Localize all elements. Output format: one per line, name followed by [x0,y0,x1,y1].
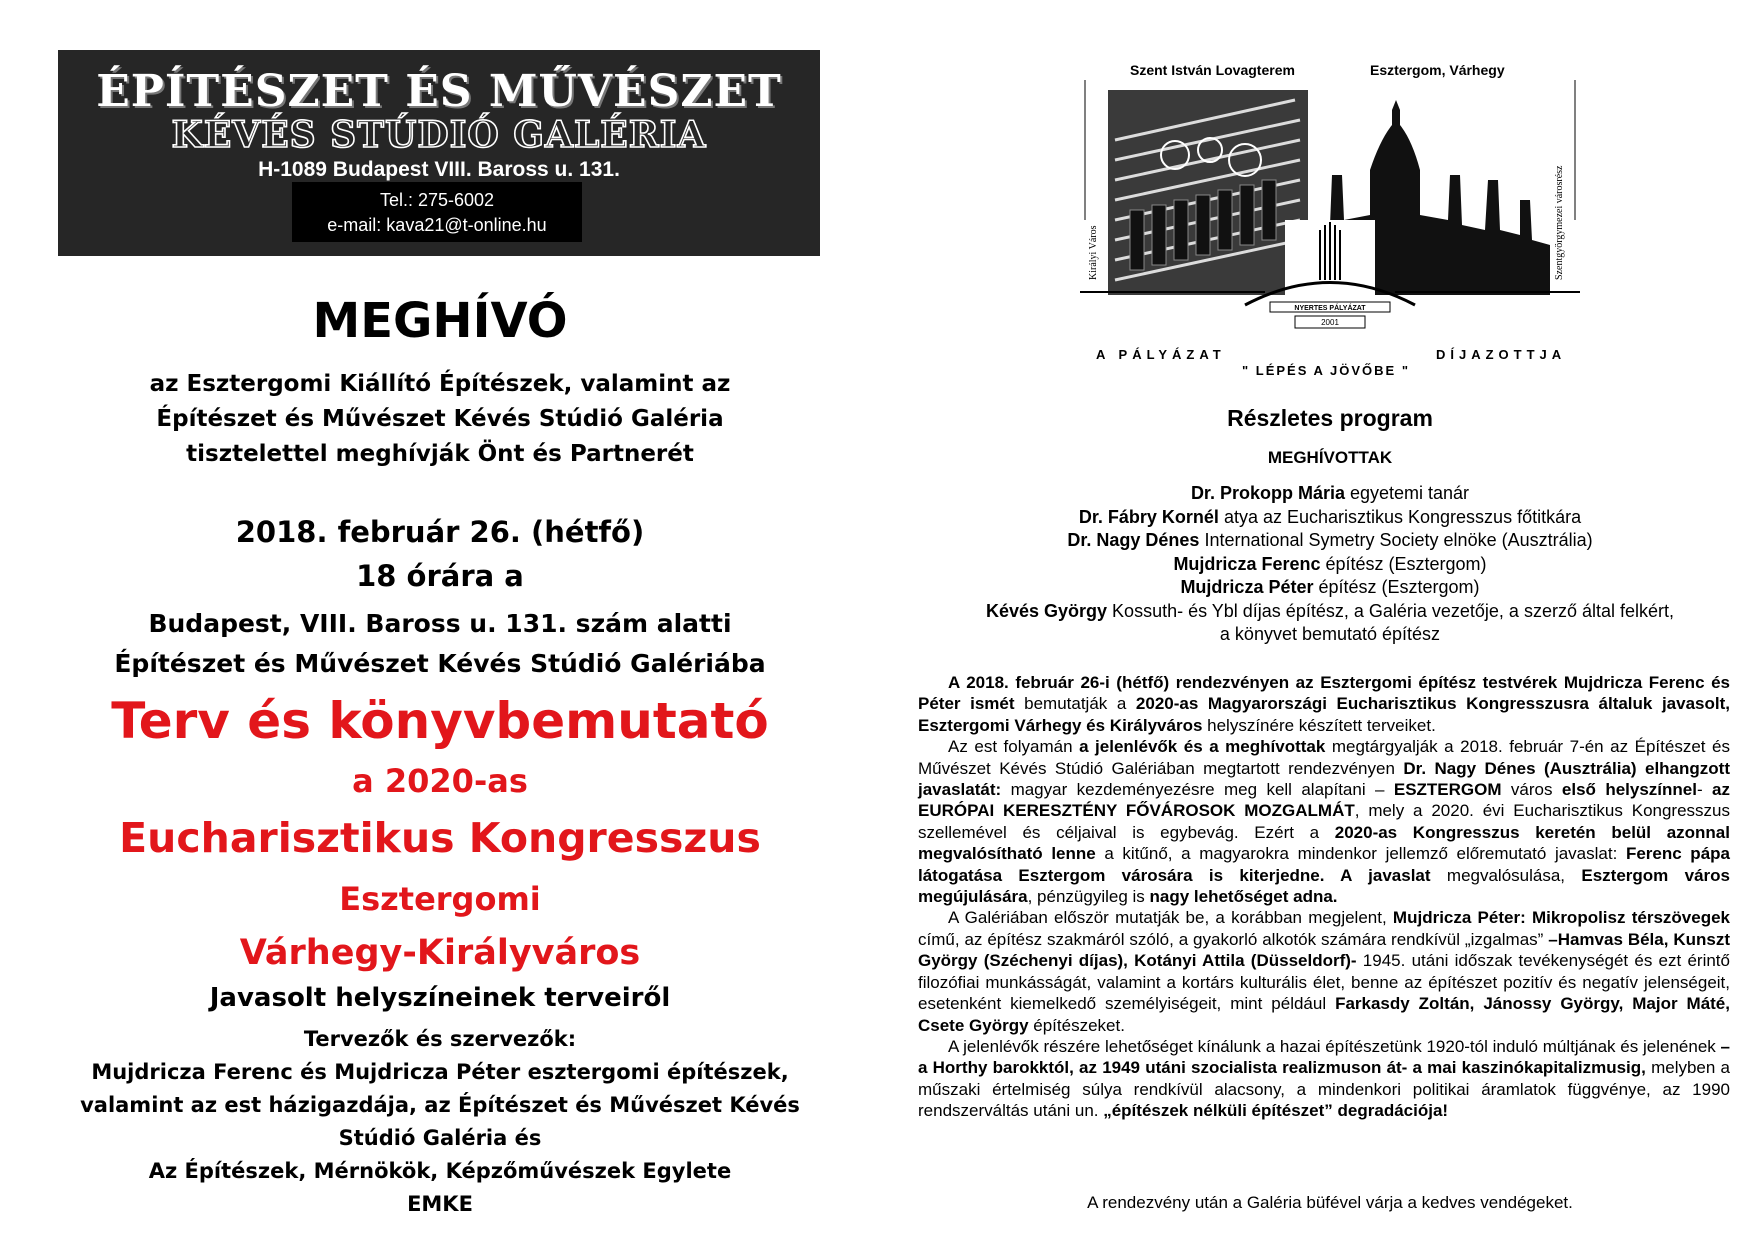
gallery-header [58,50,820,256]
program-title: Részletes program [1227,405,1433,431]
side-label-right: Szentgyörgymezei városrész [1554,165,1565,280]
program-paragraph [918,1036,1730,1122]
bold-run: „építészek nélküli építészet” degradációja! [1103,1101,1449,1121]
event-time: 18 órára a [356,559,524,593]
varhegy-label: Várhegy-Királyváros [239,933,641,973]
javasolt-label: Javasolt helyszíneinek terveiről [209,983,671,1013]
bold-run: Ferenc pápa látogatása Esztergom városára is kiterjedne. A javaslat [918,844,1730,885]
organizers-line: Mujdricza Ferenc és Mujdricza Péter esztergomi építészek, [91,1060,789,1084]
text-run: A Galériában először mutatják be, a korábban megjelent, [948,908,1393,928]
event-datetime [40,510,840,598]
text-run: a kitűnő, a magyarokra mindenkor jellemző előremutató javaslat: [1095,844,1626,864]
invited-list [900,482,1754,647]
lovagterem-photo [1108,90,1308,295]
intro-line: Építészet és Művészet Kévés Stúdió Galéria [156,406,724,432]
text-run: megvalósulása, [1430,865,1582,885]
organizers-heading: Tervezők és szervezők: [303,1027,577,1051]
phone: Tel.: 275-6002 [379,190,495,210]
text-run: helyszínére készített terveiket. [1202,715,1436,735]
text-run: magyar kezdeményezésre meg kell alapítani – [1001,780,1394,800]
closing-note: A rendezvény után a Galéria büfével várja a kedves vendégeket. [1087,1193,1573,1212]
venue-line: Építészet és Művészet Kévés Stúdió Galériába [114,649,766,678]
bold-run: ESZTERGOM [1393,780,1502,800]
bold-run: Farkasdy Zoltán, Jánossy György, Major Máté, Csete György [918,994,1730,1035]
bold-run: nagy lehetőséget adna. [1149,887,1338,907]
invited-item: a könyvet bemutató építész [1219,624,1441,644]
program-paragraph [918,736,1730,907]
invited-item: Dr. Nagy Dénes International Symetry Society elnöke (Ausztrália) [1067,530,1593,550]
text-run: című, az építész szakmáról szóló, a gyakorló alkotók számára rendkívül „izgalmas” [918,929,1549,949]
invited-item: Mujdricza Péter építész (Esztergom) [1180,577,1480,597]
bold-run: Mujdricza Péter: Mikropolisz térszövegek [1392,908,1730,928]
poster-caption-right: Esztergom, Várhegy [1370,62,1505,78]
text-run [1596,780,1605,799]
text-run: 1945. utáni időszak tevékenységét és ezt érintő filozófiai munkásságát, valamint a kortárs kulturális élet, benne az építészet pozitív és negatív jelenségeit, esetenként kiemelkedő személyiségeit, mint például [918,951,1730,1014]
poster-caption-left: Szent István Lovagterem [1130,62,1295,78]
email: e-mail: kava21@t-online.hu [327,215,547,235]
bold-run: 2020-as Magyarországi Eucharisztikus Kongresszusra általuk javasolt, Esztergomi Várhegy és Királyváros [918,694,1730,735]
text-run: , pénzügyileg is [1027,887,1150,907]
organizers-line: EMKE [407,1192,473,1216]
bold-run: Esztergom város megújulására [918,865,1730,907]
event-title: Terv és könyvbemutató [111,692,769,750]
invited-item: Kévés György Kossuth- és Ybl díjas építész, a Galéria vezetője, a szerző által felkért, [985,600,1674,621]
bold-run: –a Horthy barokktól, az 1949 utáni szocialista realizmuson át- a mai kaszinókapitalizmusig, [918,1036,1730,1078]
bold-run: helyszínnel [1605,780,1697,800]
gallery-title: ÉPÍTÉSZET ÉS MŰVÉSZET [96,66,782,117]
intro-line: tisztelettel meghívják Önt és Partnerét [186,441,694,467]
text-run: melyben a műszaki értelmiség súlya rendkívül alacsony, a mindenkori politikai áramlatok függvénye, az 1990 rendszerváltás utáni un. [918,1058,1730,1121]
bold-run: az EURÓPAI KERESZTÉNY FŐVÁROSOK MOZGALMÁT [918,780,1730,821]
gallery-address: H-1089 Budapest VIII. Baross u. 131. [258,158,620,181]
organizers-line: Stúdió Galéria és [338,1126,542,1150]
invited-item: Dr. Prokopp Mária egyetemi tanár [1190,483,1470,503]
contact-box [292,182,582,242]
text-run: , mely a 2020. évi Eucharisztikus Kongresszus szellemével és céljaival is egybevág. Ezért a [918,801,1730,842]
bold-run: A 2018. február 26-i (hétfő) rendezvényen az Esztergomi építész testvérek Mujdricza Ferenc és Péter ismét [918,673,1730,714]
venue-line: Budapest, VIII. Baross u. 131. szám alatti [148,609,732,638]
bold-run: 2020-as Kongresszus keretén belül azonnal megvalósítható lenne [918,822,1730,864]
organizers-line: valamint az est házigazdája, az Építészet és Művészet Kévés [80,1093,800,1117]
bold-run: a jelenlévők és a meghívottak [1079,737,1326,757]
side-label-left: Királyi Város [1088,225,1099,280]
text-run: - [1696,780,1713,800]
text-run: A jelenlévők részére lehetőséget kínálunk a hazai építészetünk 1920-tól induló múltjának és jelenének [948,1036,1721,1056]
bold-run: –Hamvas Béla, Kunszt György (Széchenyi díjas), Kotányi Attila (Düsseldorf)- [918,929,1731,971]
event-subtitle: a 2020-as [352,762,528,800]
event-venue [40,604,840,684]
text-run: megtárgyalják a 2018. február 7-én az Építészet és Művészet Kévés Stúdió Galériában megtartott rendezvényen [918,737,1730,778]
program-paragraph [918,907,1730,1035]
bold-run: Dr. Nagy Dénes (Ausztrália) elhangzott javaslatát: [918,758,1730,800]
esztergomi-label: Esztergomi [339,880,541,918]
invited-item: Mujdricza Ferenc építész (Esztergom) [1173,553,1487,574]
emblem-year: 2001 [1321,318,1339,327]
emblem-text: NYERTES PÁLYÁZAT [1294,305,1366,312]
text-run: bemutatják a [1014,694,1136,714]
event-date: 2018. február 26. (hétfő) [235,515,645,549]
invitation-heading: MEGHÍVÓ [312,293,568,349]
invitation-intro [40,367,840,472]
congress-title: Eucharisztikus Kongresszus [119,814,761,862]
organizers [40,1023,840,1221]
organizers-line: Az Építészek, Mérnökök, Képzőművészek Egylete [148,1159,732,1183]
invited-heading: MEGHÍVOTTAK [1267,448,1393,467]
gallery-subtitle: KÉVÉS STÚDIÓ GALÉRIA [171,114,707,156]
poster-dijazottja: DÍJAZOTTJA [1436,347,1567,362]
text-run: építészeket. [1028,1015,1125,1035]
bold-run: első [1561,780,1596,800]
competition-poster [1080,80,1580,380]
poster-motto: " LÉPÉS A JÖVŐBE " [1242,363,1411,378]
program-body [918,672,1730,1122]
program-paragraph [918,672,1730,736]
intro-line: az Esztergomi Kiállító Építészek, valamint az [149,371,731,397]
poster-palyazat: A PÁLYÁZAT [1096,347,1226,362]
invited-item: Dr. Fábry Kornél atya az Eucharisztikus Kongresszus főtitkára [1078,506,1582,527]
text-run: Az est folyamán [948,737,1080,757]
text-run: város [1501,780,1562,800]
